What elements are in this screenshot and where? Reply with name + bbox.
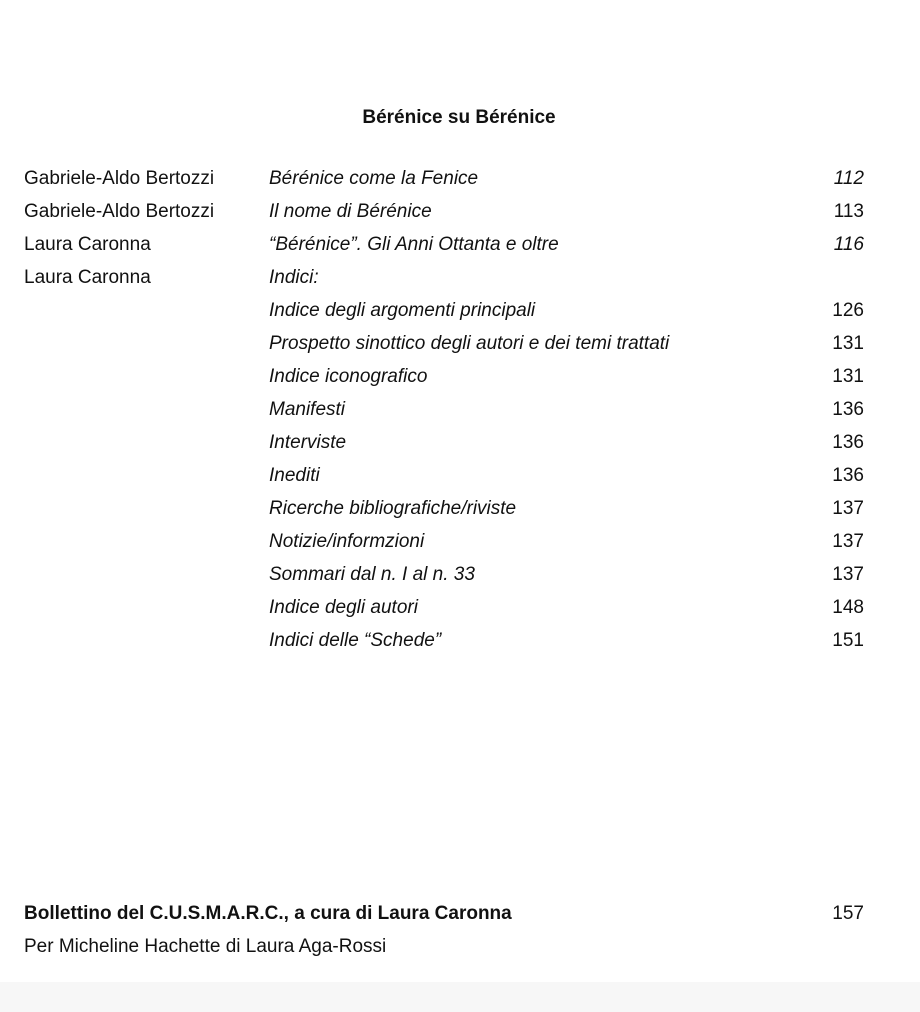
toc-author: Gabriele-Aldo Bertozzi xyxy=(24,201,215,222)
toc-page-number: 151 xyxy=(832,630,864,651)
toc-page-number: 137 xyxy=(832,531,864,552)
toc-title: Interviste xyxy=(269,432,347,453)
toc-page-number: 137 xyxy=(832,564,864,585)
toc-page-number: 131 xyxy=(832,366,864,387)
toc-row xyxy=(24,561,866,594)
bulletin-entry xyxy=(24,900,866,928)
toc-row xyxy=(24,165,866,198)
bulletin-subtitle: Per Micheline Hachette di Laura Aga-Rossi xyxy=(24,936,387,957)
toc-page-number: 137 xyxy=(832,498,864,519)
bottom-margin xyxy=(0,982,920,1012)
table-of-contents xyxy=(24,165,866,660)
toc-title: Indici: xyxy=(269,267,319,288)
toc-row xyxy=(24,594,866,627)
toc-row xyxy=(24,495,866,528)
toc-page-number: 131 xyxy=(832,333,864,354)
toc-title: Indici delle “Schede” xyxy=(269,630,442,651)
toc-row xyxy=(24,231,866,264)
toc-title: Inediti xyxy=(269,465,320,486)
toc-title: Indice degli autori xyxy=(269,597,418,618)
toc-author: Laura Caronna xyxy=(24,234,151,255)
toc-title: Ricerche bibliografiche/riviste xyxy=(269,498,517,519)
toc-title: Bérénice come la Fenice xyxy=(269,168,479,189)
toc-page-number: 136 xyxy=(832,399,864,420)
bulletin-title: Bollettino del C.U.S.M.A.R.C., a cura di Laura Caronna xyxy=(24,903,512,924)
toc-title: “Bérénice”. Gli Anni Ottanta e oltre xyxy=(269,234,559,255)
toc-row xyxy=(24,627,866,660)
toc-row xyxy=(24,198,866,231)
toc-page-number: 136 xyxy=(832,432,864,453)
toc-page-number: 126 xyxy=(832,300,864,321)
toc-page-number: 116 xyxy=(833,234,864,255)
toc-page-number: 148 xyxy=(832,597,864,618)
toc-row xyxy=(24,429,866,462)
toc-row xyxy=(24,297,866,330)
section-title: Bérénice su Bérénice xyxy=(362,107,556,128)
toc-page-number: 112 xyxy=(833,168,864,189)
toc-row xyxy=(24,363,866,396)
toc-page-number: 113 xyxy=(833,201,864,222)
toc-row xyxy=(24,528,866,561)
toc-row xyxy=(24,396,866,429)
toc-title: Notizie/informzioni xyxy=(269,531,425,552)
toc-row xyxy=(24,264,866,297)
toc-row xyxy=(24,330,866,363)
bulletin-page-number: 157 xyxy=(832,903,864,924)
toc-title: Indice degli argomenti principali xyxy=(269,300,536,321)
toc-page-number: 136 xyxy=(832,465,864,486)
toc-row xyxy=(24,462,866,495)
toc-title: Indice iconografico xyxy=(269,366,428,387)
toc-author: Gabriele-Aldo Bertozzi xyxy=(24,168,215,189)
toc-author: Laura Caronna xyxy=(24,267,151,288)
toc-title: Sommari dal n. I al n. 33 xyxy=(269,564,475,585)
toc-title: Il nome di Bérénice xyxy=(269,201,432,222)
toc-title: Manifesti xyxy=(269,399,346,420)
toc-title: Prospetto sinottico degli autori e dei temi trattati xyxy=(269,333,670,354)
